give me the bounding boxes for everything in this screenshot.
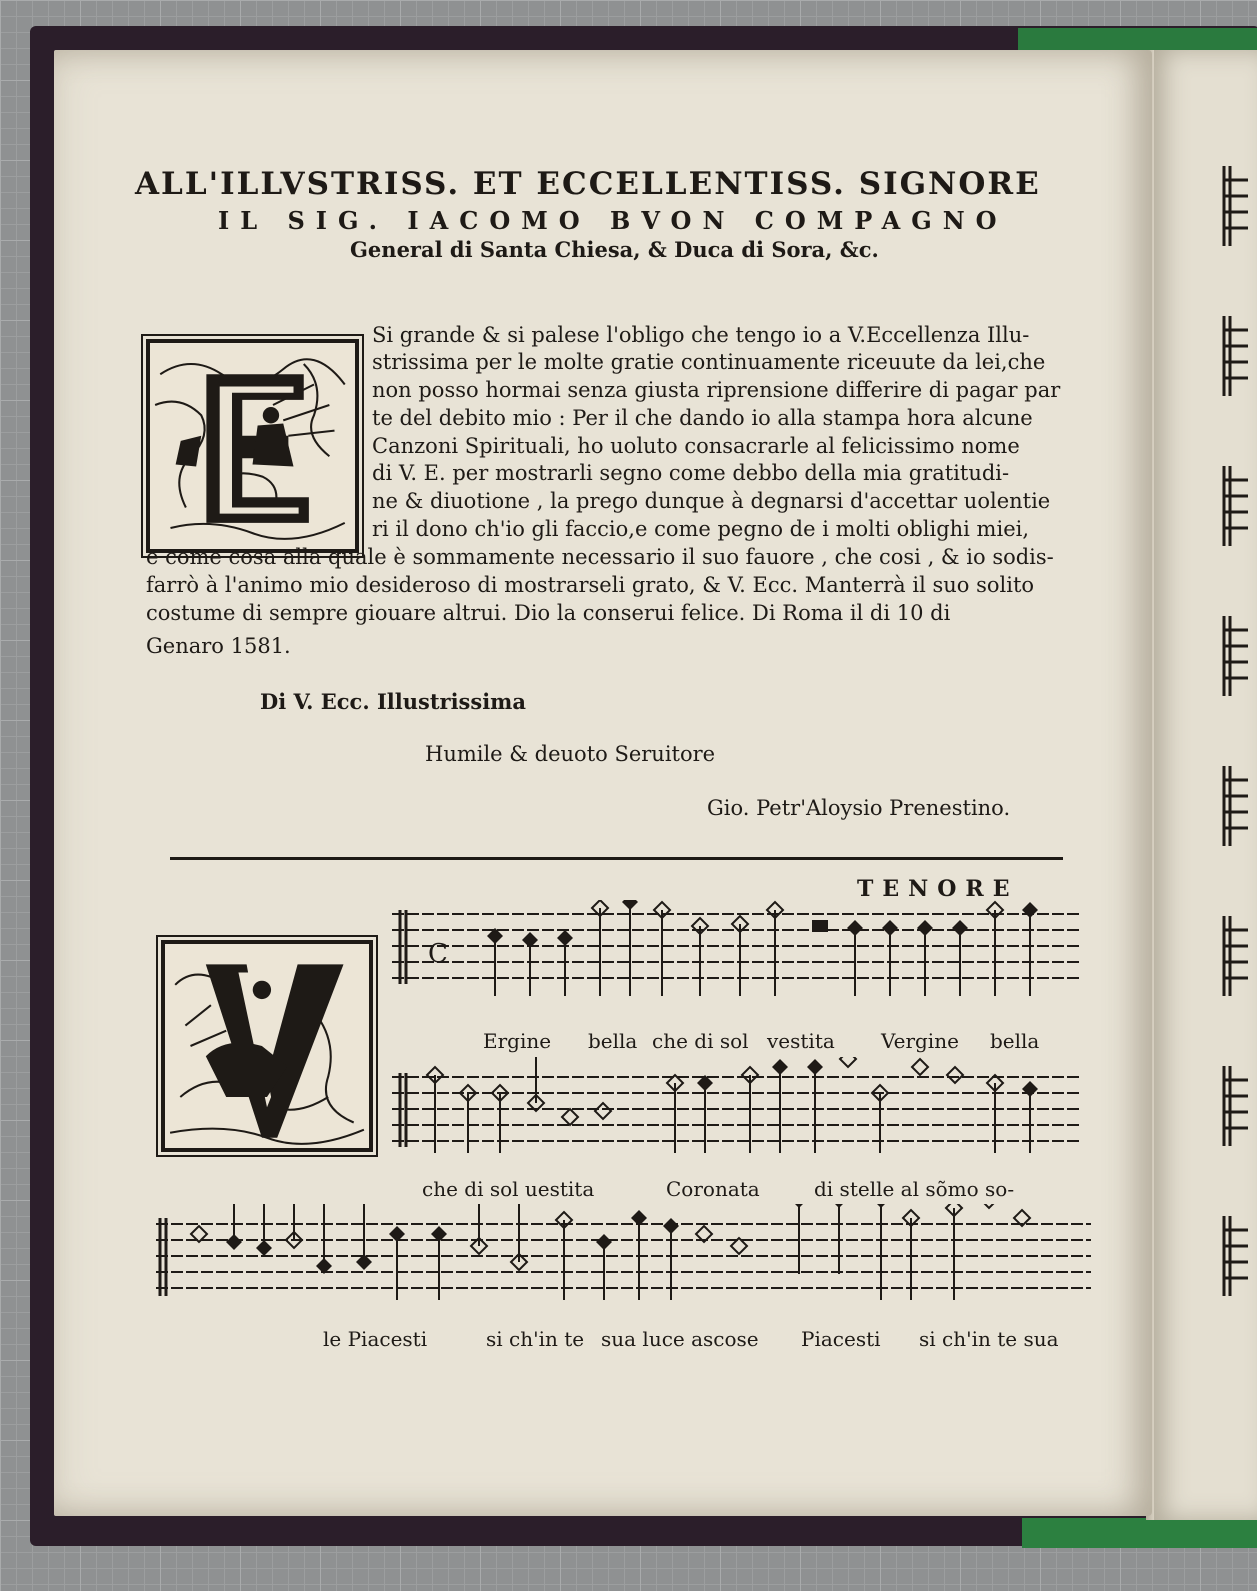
letter-line-6: di V. E. per mostrarli segno come debbo della mia gratitudi- xyxy=(372,461,1010,485)
lyric-line-1-word-5: Vergine xyxy=(881,1029,959,1053)
voice-part-label: TENORE xyxy=(857,876,1019,902)
lyric-line-1-word-4: vestita xyxy=(767,1029,835,1053)
lyric-line-1-word-3: che di sol xyxy=(652,1029,749,1053)
letter-line-7: ne & diuotione , la prego dunque à degnarsi d'accettar uolentie xyxy=(372,489,1051,513)
letter-line-9: e come cosa alla quale è sommamente necessario il suo fauore , che cosi , & io sodis- xyxy=(146,545,1054,569)
letter-line-2: strissima per le molte gratie continuamente riceuute da lei,che xyxy=(372,350,1046,374)
lyric-line-2-word-3: di stelle al sõmo so- xyxy=(814,1177,1015,1201)
woodcut-v-image xyxy=(165,944,369,1148)
music-staff-1 xyxy=(392,900,1092,1010)
letter-servant: Humile & deuoto Seruitore xyxy=(425,742,716,766)
letter-signature: Gio. Petr'Aloysio Prenestino. xyxy=(707,796,1011,820)
letter-closing: Di V. Ecc. Illustrissima xyxy=(260,689,527,714)
letter-line-4: te del debito mio : Per il che dando io alla stampa hora alcune xyxy=(372,406,1033,430)
woodcut-initial-v xyxy=(161,940,373,1152)
dedicatee-titles: General di Santa Chiesa, & Duca di Sora, &c. xyxy=(350,237,879,262)
lyric-line-2-word-2: Coronata xyxy=(666,1177,760,1201)
music-staff-2 xyxy=(392,1057,1092,1167)
cover-green-edge xyxy=(1022,1518,1257,1548)
letter-line-11: costume di sempre giouare altrui. Dio la conserui felice. Di Roma il di 10 di xyxy=(146,601,951,625)
lyric-line-1-word-1: Ergine xyxy=(483,1029,552,1053)
letter-line-10: farrò à l'animo mio desideroso di mostrarseli grato, & V. Ecc. Manterrà il suo solito xyxy=(146,573,1035,597)
letter-line-1: Si grande & si palese l'obligo che tengo io a V.Eccellenza Illu- xyxy=(372,323,1030,347)
lyric-line-3-word-1: le Piacesti xyxy=(323,1327,428,1351)
lyric-line-2-word-1: che di sol uestita xyxy=(422,1177,595,1201)
facing-page-staff-fragments xyxy=(1218,150,1254,1350)
lyric-line-3-word-3: sua luce ascose xyxy=(601,1327,759,1351)
letter-line-8: ri il dono ch'io gli faccio,e come pegno de i molti oblighi miei, xyxy=(372,517,1030,541)
lyric-line-3-word-4: Piacesti xyxy=(801,1327,881,1351)
woodcut-initial-e xyxy=(146,339,359,553)
letter-line-12: Genaro 1581. xyxy=(146,634,291,658)
woodcut-e-image xyxy=(150,343,355,549)
svg-text:C: C xyxy=(428,939,448,969)
letter-line-5: Canzoni Spirituali, ho uoluto consacrarle al felicissimo nome xyxy=(372,434,1020,458)
lyric-line-1-word-6: bella xyxy=(990,1029,1040,1053)
letter-line-3: non posso hormai senza giusta riprensione differire di pagar par xyxy=(372,378,1061,402)
lyric-line-1-word-2: bella xyxy=(588,1029,638,1053)
dedication-title: ALL'ILLVSTRISS. ET ECCELLENTISS. SIGNORE xyxy=(135,166,1041,202)
section-divider xyxy=(170,857,1063,860)
lyric-line-3-word-5: si ch'in te sua xyxy=(919,1327,1059,1351)
dedicatee-name: IL SIG. IACOMO BVON COMPAGNO xyxy=(218,206,1008,235)
lyric-line-3-word-2: si ch'in te xyxy=(486,1327,585,1351)
music-staff-3 xyxy=(156,1204,1096,1314)
